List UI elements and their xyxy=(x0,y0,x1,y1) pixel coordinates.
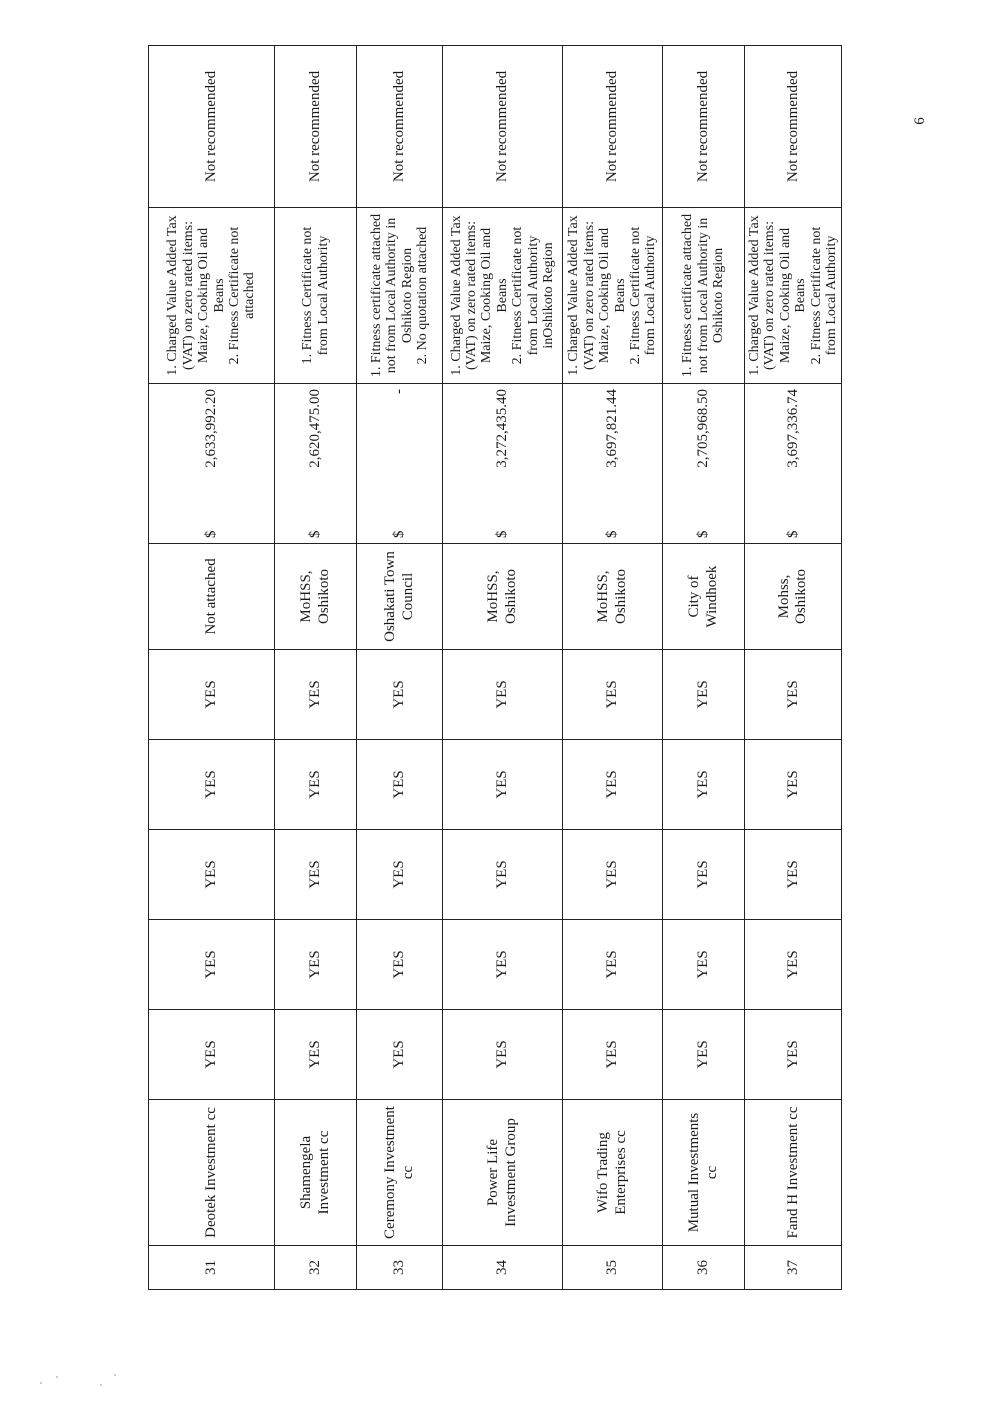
compliance-cell: YES xyxy=(149,740,275,830)
remark-line: 1. Charged Value Added Tax (VAT) on zero rated items: Maize, Cooking Oil and Beans xyxy=(165,215,227,376)
fitness-certificate-cell: Mohss, Oshikoto xyxy=(745,544,842,650)
quoted-price-cell xyxy=(563,384,663,544)
price-amount: 3,272,435.40 xyxy=(493,389,510,468)
table-row xyxy=(443,46,563,1290)
recommendation-cell: Not recommended xyxy=(443,46,563,208)
quoted-price xyxy=(391,389,408,538)
quoted-price xyxy=(203,389,220,538)
quoted-price-cell xyxy=(149,384,275,544)
compliance-cell: YES xyxy=(275,830,357,920)
row-number-cell: 33 xyxy=(357,1246,443,1290)
remark-line: 2. Fitness Certificate not from Local Authority xyxy=(627,226,659,365)
bidder-name-cell: Ceremony Investment cc xyxy=(357,1100,443,1246)
price-amount: 2,633,992.20 xyxy=(202,389,219,468)
table-body xyxy=(149,46,842,1290)
scan-speck xyxy=(100,1384,102,1386)
remarks-cell xyxy=(563,208,663,384)
compliance-cell: YES xyxy=(357,1010,443,1100)
price-amount: 2,620,475.00 xyxy=(306,389,323,468)
compliance-cell: YES xyxy=(443,740,563,830)
recommendation-cell: Not recommended xyxy=(275,46,357,208)
remarks-cell xyxy=(149,208,275,384)
row-number-cell: 36 xyxy=(663,1246,745,1290)
currency-symbol: $ xyxy=(306,530,323,538)
price-amount: 3,697,336.74 xyxy=(784,389,801,468)
bidder-name-cell: Mutual Investments cc xyxy=(663,1100,745,1246)
scan-speck xyxy=(56,1376,58,1378)
compliance-cell: YES xyxy=(745,920,842,1010)
compliance-cell: YES xyxy=(663,920,745,1010)
page-number: 6 xyxy=(912,117,928,125)
recommendation-cell: Not recommended xyxy=(357,46,443,208)
quoted-price xyxy=(604,389,621,538)
row-number-cell: 34 xyxy=(443,1246,563,1290)
compliance-cell: YES xyxy=(149,650,275,740)
compliance-cell: YES xyxy=(443,1010,563,1100)
compliance-cell: YES xyxy=(149,1010,275,1100)
row-number-cell: 31 xyxy=(149,1246,275,1290)
compliance-cell: YES xyxy=(663,650,745,740)
quoted-price xyxy=(695,389,712,538)
remarks-cell xyxy=(745,208,842,384)
compliance-cell: YES xyxy=(357,650,443,740)
remarks-cell xyxy=(443,208,563,384)
quoted-price-cell xyxy=(275,384,357,544)
fitness-certificate-cell: Not attached xyxy=(149,544,275,650)
currency-symbol: $ xyxy=(390,530,407,538)
currency-symbol: $ xyxy=(694,530,711,538)
compliance-cell: YES xyxy=(275,740,357,830)
quoted-price-cell xyxy=(357,384,443,544)
compliance-cell: YES xyxy=(275,920,357,1010)
table-row xyxy=(745,46,842,1290)
table-row xyxy=(149,46,275,1290)
compliance-cell: YES xyxy=(357,830,443,920)
compliance-cell: YES xyxy=(563,1010,663,1100)
evaluation-table-region xyxy=(148,46,839,1290)
currency-symbol: $ xyxy=(603,530,620,538)
fitness-certificate-cell: City of Windhoek xyxy=(663,544,745,650)
remarks-cell xyxy=(275,208,357,384)
price-amount: 3,697,821.44 xyxy=(603,389,620,468)
quoted-price-cell xyxy=(663,384,745,544)
compliance-cell: YES xyxy=(443,650,563,740)
recommendation-cell: Not recommended xyxy=(149,46,275,208)
compliance-cell: YES xyxy=(663,1010,745,1100)
row-number-cell: 37 xyxy=(745,1246,842,1290)
compliance-cell: YES xyxy=(663,740,745,830)
quoted-price xyxy=(494,389,511,538)
remark-line: 2. Fitness Certificate not from Local Authority inOshikoto Region xyxy=(510,226,556,365)
compliance-cell: YES xyxy=(443,920,563,1010)
quoted-price-cell xyxy=(443,384,563,544)
remarks-cell xyxy=(357,208,443,384)
compliance-cell: YES xyxy=(745,740,842,830)
bidder-name-cell: Wifo Trading Enterprises cc xyxy=(563,1100,663,1246)
compliance-cell: YES xyxy=(563,920,663,1010)
fitness-certificate-cell: MoHSS, Oshikoto xyxy=(563,544,663,650)
compliance-cell: YES xyxy=(745,650,842,740)
compliance-cell: YES xyxy=(149,830,275,920)
bidder-name-cell: Power Life Investment Group xyxy=(443,1100,563,1246)
compliance-cell: YES xyxy=(443,830,563,920)
table-row xyxy=(275,46,357,1290)
fitness-certificate-cell: MoHSS, Oshikoto xyxy=(443,544,563,650)
scan-speck xyxy=(40,1382,42,1384)
remark-line: 2. No quotation attached xyxy=(414,226,430,365)
remark-line: 1. Charged Value Added Tax (VAT) on zero rated items: Maize, Cooking Oil and Beans xyxy=(566,215,628,376)
compliance-cell: YES xyxy=(563,830,663,920)
table-row xyxy=(663,46,745,1290)
bidder-name-cell: Fand H Investment cc xyxy=(745,1100,842,1246)
remark-line: 1. Fitness Certificate not from Local Authority xyxy=(300,226,331,365)
compliance-cell: YES xyxy=(745,1010,842,1100)
fitness-certificate-cell: Oshakati Town Council xyxy=(357,544,443,650)
recommendation-cell: Not recommended xyxy=(745,46,842,208)
compliance-cell: YES xyxy=(275,1010,357,1100)
recommendation-cell: Not recommended xyxy=(563,46,663,208)
evaluation-table xyxy=(148,45,842,1290)
compliance-cell: YES xyxy=(745,830,842,920)
bidder-name-cell: Shamengela Investment cc xyxy=(275,1100,357,1246)
price-amount: - xyxy=(390,389,407,394)
fitness-certificate-cell: MoHSS, Oshikoto xyxy=(275,544,357,650)
quoted-price xyxy=(785,389,802,538)
table-row xyxy=(563,46,663,1290)
remark-line: 1. Charged Value Added Tax (VAT) on zero rated items: Maize, Cooking Oil and Beans xyxy=(448,215,510,376)
compliance-cell: YES xyxy=(563,740,663,830)
currency-symbol: $ xyxy=(202,530,219,538)
quoted-price-cell xyxy=(745,384,842,544)
rotated-table-container xyxy=(148,46,839,1290)
table-row xyxy=(357,46,443,1290)
compliance-cell: YES xyxy=(663,830,745,920)
price-amount: 2,705,968.50 xyxy=(694,389,711,468)
currency-symbol: $ xyxy=(493,530,510,538)
remark-line: 1. Fitness certificate attached not from Local Authority in Oshikoto Region xyxy=(680,213,727,378)
currency-symbol: $ xyxy=(784,530,801,538)
remark-line: 1. Charged Value Added Tax (VAT) on zero rated items: Maize, Cooking Oil and Beans xyxy=(747,215,809,376)
compliance-cell: YES xyxy=(275,650,357,740)
bidder-name-cell: Deotek Investment cc xyxy=(149,1100,275,1246)
row-number-cell: 32 xyxy=(275,1246,357,1290)
compliance-cell: YES xyxy=(357,740,443,830)
row-number-cell: 35 xyxy=(563,1246,663,1290)
compliance-cell: YES xyxy=(357,920,443,1010)
scan-speck xyxy=(114,1374,116,1376)
quoted-price xyxy=(307,389,324,538)
compliance-cell: YES xyxy=(563,650,663,740)
remark-line: 2. Fitness Certificate not from Local Authority xyxy=(808,226,839,365)
remark-line: 2. Fitness Certificate not attached xyxy=(226,226,258,365)
remarks-cell xyxy=(663,208,745,384)
recommendation-cell: Not recommended xyxy=(663,46,745,208)
remark-line: 1. Fitness certificate attached not from Local Authority in Oshikoto Region xyxy=(368,213,415,378)
compliance-cell: YES xyxy=(149,920,275,1010)
